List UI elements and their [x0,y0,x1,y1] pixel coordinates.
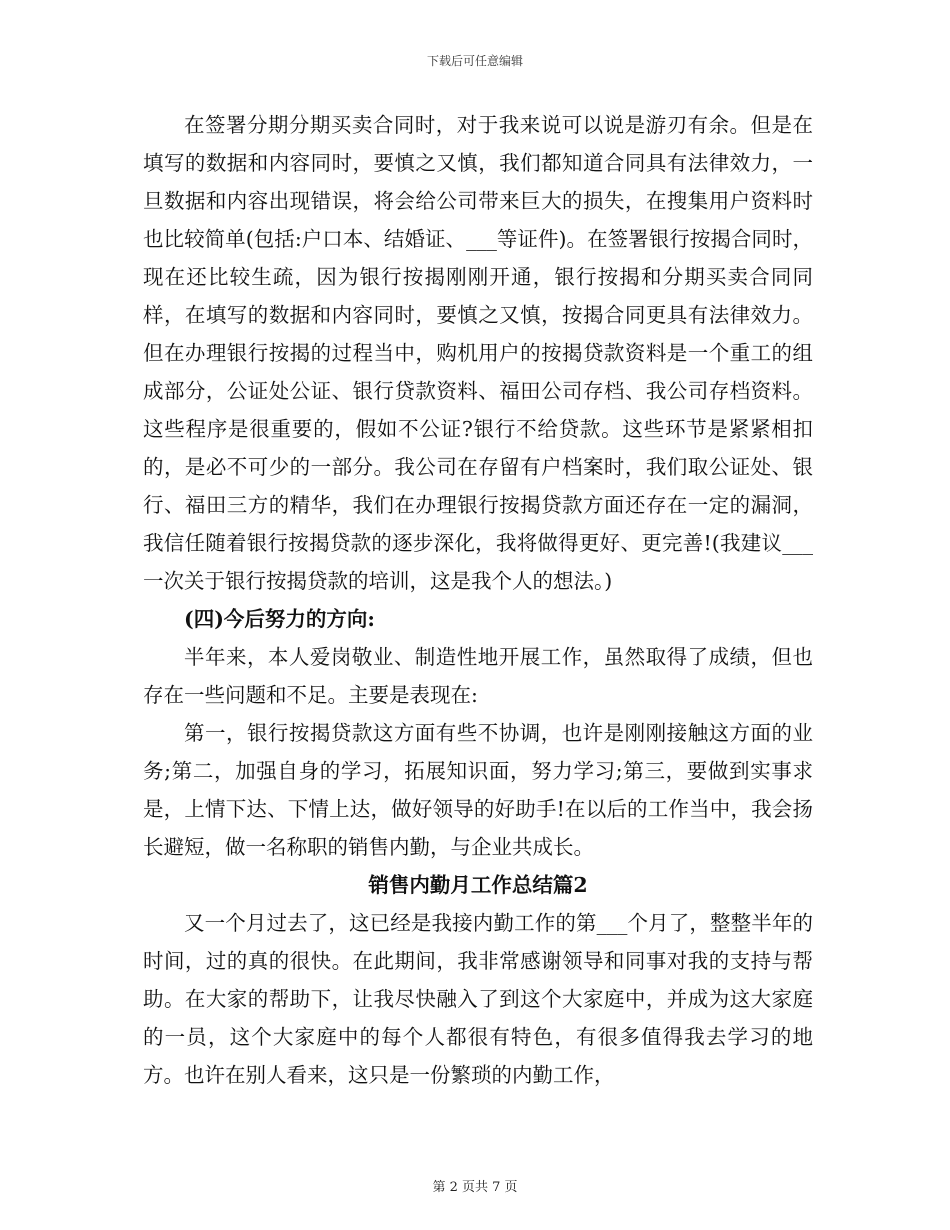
page-number-footer: 第 2 页共 7 页 [432,1180,518,1195]
body-paragraph: 第一，银行按揭贷款这方面有些不协调，也许是刚刚接触这方面的业务;第二，加强自身的学习，拓展知识面，努力学习;第三，要做到实事求是，上情下达、下情上达，做好领导的好助手!在以后的工作当中，我会扬长避短，做一名称职的销售内勤，与企业共成长。 [143,721,813,859]
document-body [143,106,813,1094]
body-paragraph: 半年来，本人爱岗敬业、制造性地开展工作，虽然取得了成绩，但也存在一些问题和不足。主要是表现在: [143,645,813,707]
body-paragraph: 又一个月过去了，这已经是我接内勤工作的第___个月了，整整半年的时间，过的真的很快。在此期间，我非常感谢领导和同事对我的支持与帮助。在大家的帮助下，让我尽快融入了到这个大家庭中，并成为这大家庭的一员，这个大家庭中的每个人都很有特色，有很多值得我去学习的地方。也许在别人看来，这只是一份繁琐的内勤工作， [143,911,813,1087]
page-header: 下载后可任意编辑 [426,54,523,68]
body-paragraph: 在签署分期分期买卖合同时，对于我来说可以说是游刃有余。但是在填写的数据和内容同时，要慎之又慎，我们都知道合同具有法律效力，一旦数据和内容出现错误，将会给公司带来巨大的损失，在搜集用户资料时也比较简单(包括:户口本、结婚证、___等证件)。在签署银行按揭合同时，现在还比较生疏，因为银行按揭刚刚开通，银行按揭和分期买卖合同同样，在填写的数据和内容同时，要慎之又慎，按揭合同更具有法律效力。但在办理银行按揭的过程当中，购机用户的按揭贷款资料是一个重工的组成部分，公证处公证、银行贷款资料、福田公司存档、我公司存档资料。这些程序是很重要的，假如不公证?银行不给贷款。这些环节是紧紧相扣的，是必不可少的一部分。我公司在存留有户档案时，我们取公证处、银行、福田三方的精华，我们在办理银行按揭贷款方面还存在一定的漏洞，我信任随着银行按揭贷款的逐步深化，我将做得更好、更完善!(我建议___一次关于银行按揭贷款的培训，这是我个人的想法。) [143,113,813,593]
section-title: 销售内勤月工作总结篇2 [368,873,588,897]
subheading-future-direction: (四)今后努力的方向: [184,607,375,631]
